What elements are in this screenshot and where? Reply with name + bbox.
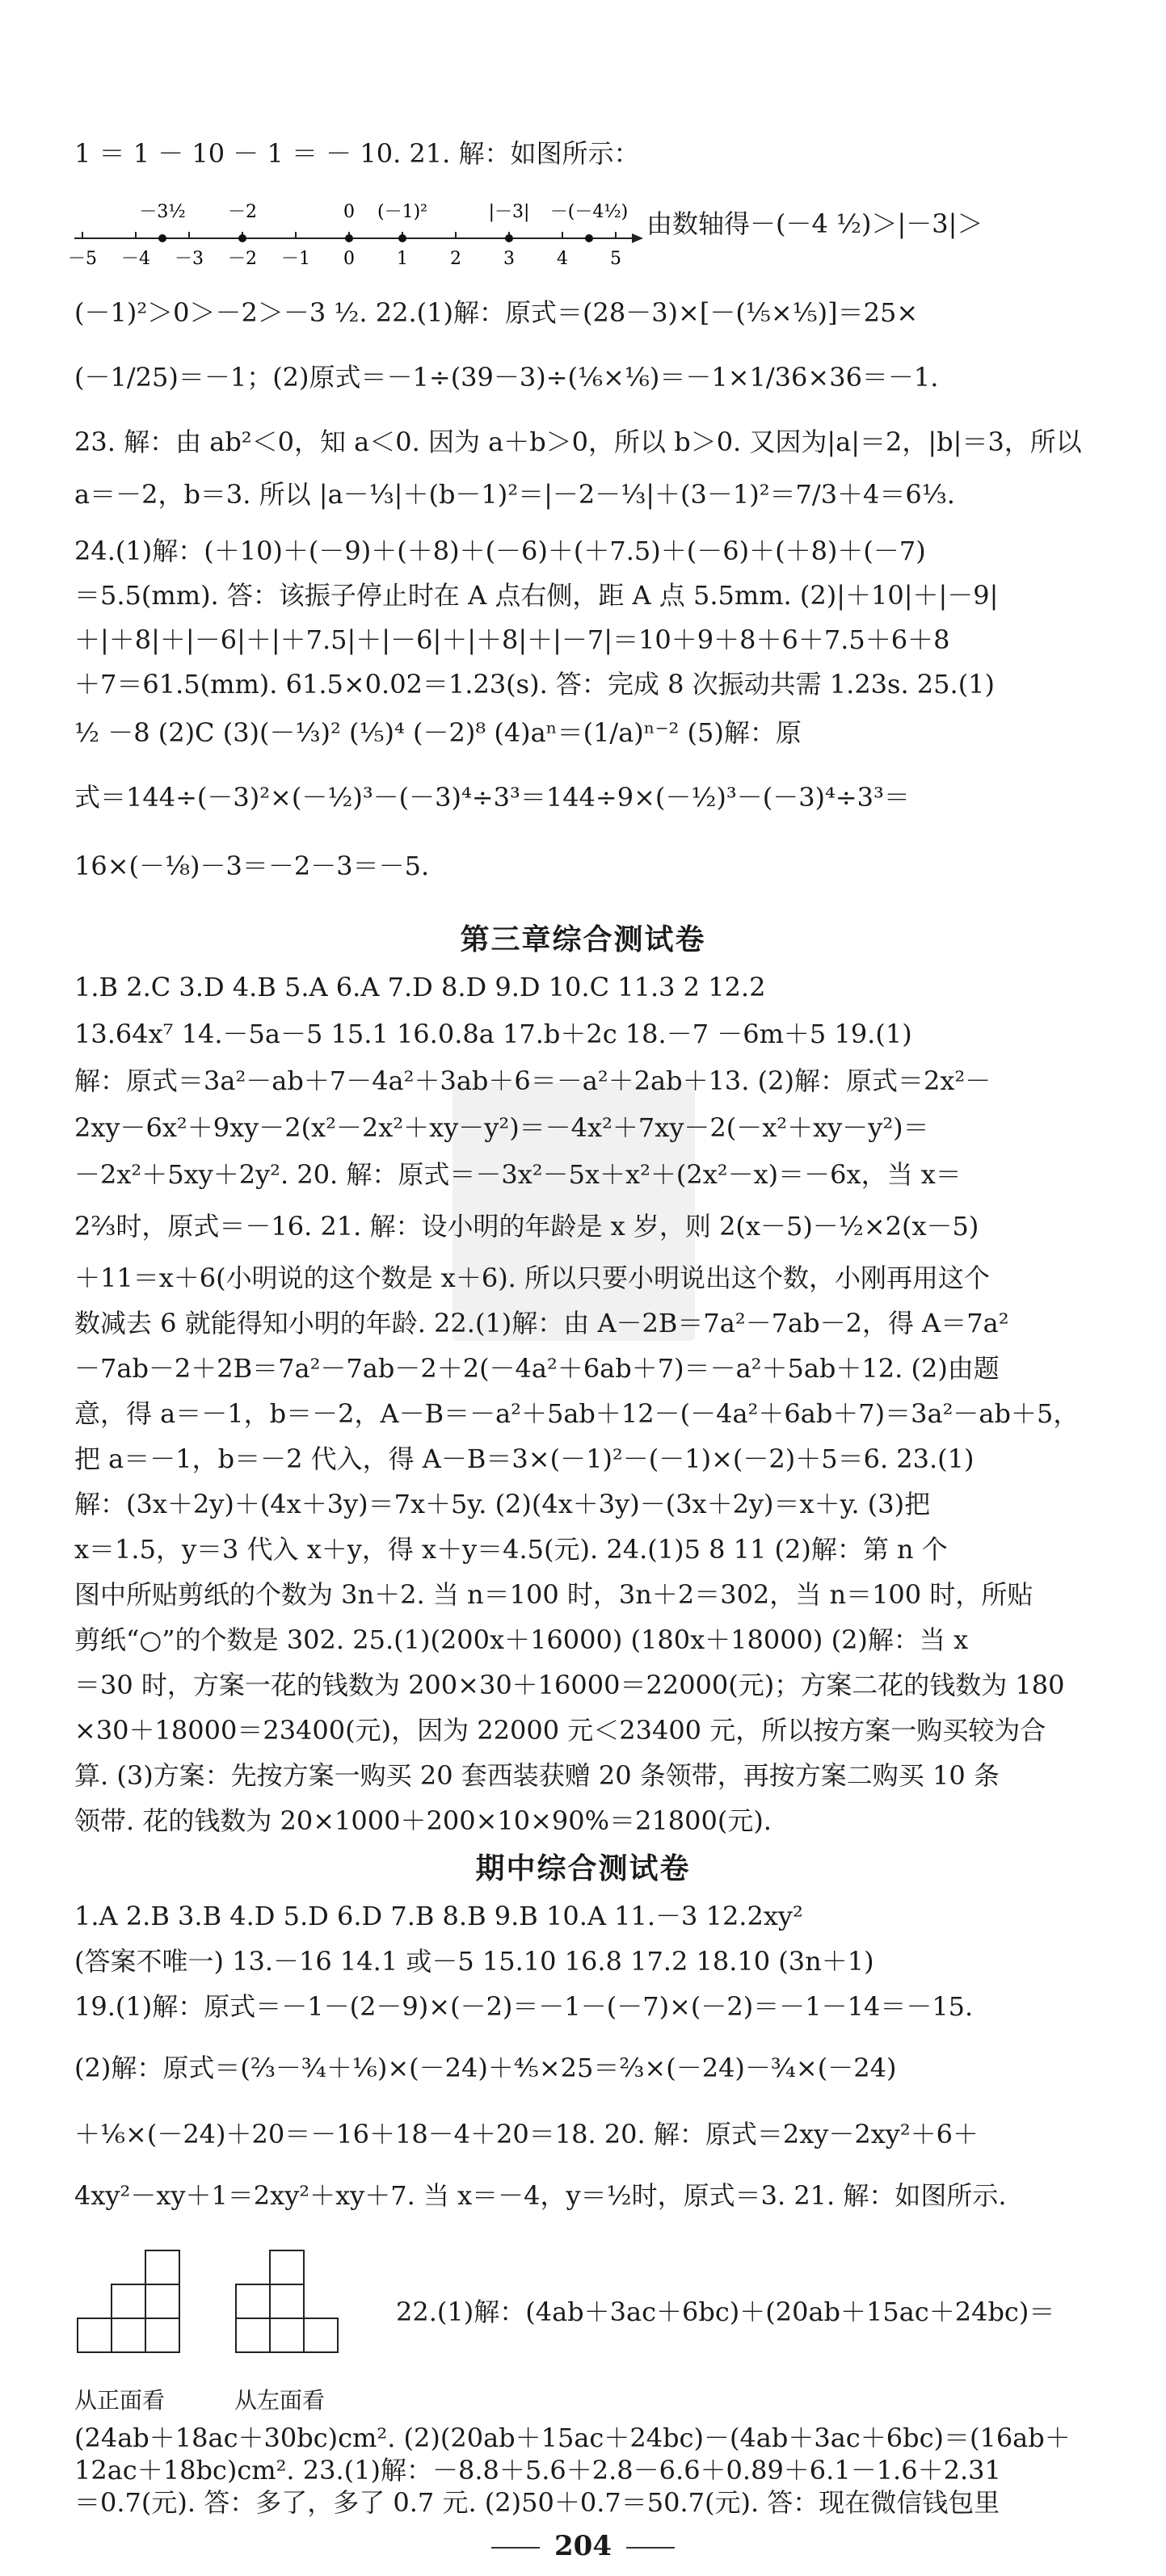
number-line-tick-label: 1	[397, 249, 408, 269]
text-line: 2⅔时，原式＝－16. 21. 解：设小明的年龄是 x 岁，则 2(x－5)－½×2(x－5)	[74, 1211, 979, 1242]
text-line: 12ac＋18bc)cm². 23.(1)解：－8.8＋5.6＋2.8－6.6＋0.89＋6.1－1.6＋2.31	[74, 2455, 1001, 2486]
number-line-tick-label: 3	[503, 249, 515, 269]
text-line: (2)解：原式＝(⅔－¾＋⅙)×(－24)＋⅘×25＝⅔×(－24)－¾×(－24)	[74, 2053, 897, 2083]
number-line-tick-label: －1	[281, 249, 310, 269]
text-line: ＝5.5(mm). 答：该振子停止时在 A 点右侧，距 A 点 5.5mm. (2)|＋10|＋|－9|	[74, 580, 999, 611]
number-line-caption: 由数轴得－(－4 ½)＞|－3|＞	[646, 208, 983, 239]
number-line-tick-label: －4	[121, 249, 150, 269]
text-line: 2xy－6x²＋9xy－2(x²－2x²＋xy－y²)＝－4x²＋7xy－2(－x²＋xy－y²)＝	[74, 1112, 929, 1143]
text-line: ×30＋18000＝23400(元)，因为 22000 元＜23400 元，所以按方案一购买较为合	[74, 1715, 1046, 1746]
text-line: (答案不唯一) 13.－16 14.1 或－5 15.10 16.8 17.2 18.10 (3n＋1)	[74, 1946, 874, 1977]
number-line-figure	[68, 190, 656, 279]
text-line: 4xy²－xy＋1＝2xy²＋xy＋7. 当 x＝－4，y＝½时，原式＝3. 21. 解：如图所示.	[74, 2180, 1007, 2211]
text-line: 22.(1)解：(4ab＋3ac＋6bc)＋(20ab＋15ac＋24bc)＝	[396, 2297, 1055, 2327]
text-line: 算. (3)方案：先按方案一购买 20 套西装获赠 20 条领带，再按方案二购买 10 条	[74, 1760, 1000, 1791]
number-line-tick-label: －5	[68, 249, 97, 269]
number-line-point-label: (－1)²	[377, 202, 427, 222]
text-line: (－1/25)＝－1；(2)原式＝－1÷(39－3)÷(⅙×⅙)＝－1×1/36×36＝－1.	[74, 362, 939, 393]
number-line-point-label: －3½	[139, 202, 186, 222]
section-heading-chapter3: 第三章综合测试卷	[460, 923, 706, 956]
number-line-point-label: 0	[343, 202, 355, 222]
text-line: 图中所贴剪纸的个数为 3n＋2. 当 n＝100 时，3n＋2＝302，当 n＝100 时，所贴	[74, 1579, 1033, 1610]
text-line: 把 a＝－1，b＝－2 代入，得 A－B＝3×(－1)²－(－1)×(－2)＋5＝6. 23.(1)	[74, 1443, 974, 1474]
text-line: －2x²＋5xy＋2y². 20. 解：原式＝－3x²－5x＋x²＋(2x²－x)＝－6x，当 x＝	[74, 1159, 962, 1190]
page-number	[0, 2528, 1166, 2564]
number-line-point	[585, 234, 593, 242]
number-line-point	[345, 234, 353, 242]
number-line-point	[158, 234, 166, 242]
section-heading-midterm: 期中综合测试卷	[475, 1852, 691, 1885]
number-line-point	[505, 234, 513, 242]
text-line: ＋11＝x＋6(小明说的这个数是 x＋6). 所以只要小明说出这个数，小刚再用这个	[74, 1263, 991, 1293]
left-view-label: 从左面看	[234, 2387, 326, 2414]
number-line-tick-label: 0	[343, 249, 355, 269]
text-line: 解：原式＝3a²－ab＋7－4a²＋3ab＋6＝－a²＋2ab＋13. (2)解：原式＝2x²－	[74, 1065, 991, 1096]
text-line: 1 ＝ 1 － 10 － 1 ＝ － 10. 21. 解：如图所示：	[74, 138, 640, 169]
views-figure	[74, 2238, 373, 2383]
text-line: 19.(1)解：原式＝－1－(2－9)×(－2)＝－1－(－7)×(－2)＝－1－14＝－15.	[74, 1991, 974, 2022]
number-line-point-label: －(－4½)	[549, 202, 629, 222]
text-line: 剪纸“○”的个数是 302. 25.(1)(200x＋16000) (180x＋18000) (2)解：当 x	[74, 1624, 969, 1655]
number-line-tick-label: －3	[175, 249, 204, 269]
page-number-dash-right	[626, 2547, 675, 2549]
page-number-dash-left	[491, 2547, 540, 2549]
text-line: 领带. 花的钱数为 20×1000＋200×10×90%＝21800(元).	[74, 1805, 772, 1836]
text-line: －7ab－2＋2B＝7a²－7ab－2＋2(－4a²＋6ab＋7)＝－a²＋5ab＋12. (2)由题	[74, 1353, 1000, 1384]
text-line: ＋7＝61.5(mm). 61.5×0.02＝1.23(s). 答：完成 8 次振动共需 1.23s. 25.(1)	[74, 669, 996, 700]
number-line-point-label: |－3|	[488, 202, 530, 222]
text-line: 意，得 a＝－1，b＝－2，A－B＝－a²＋5ab＋12－(－4a²＋6ab＋7)＝3a²－ab＋5，	[74, 1398, 1080, 1429]
number-line-tick-label: 5	[610, 249, 621, 269]
number-line-tick-label: －2	[228, 249, 257, 269]
text-line: 式＝144÷(－3)²×(－½)³－(－3)⁴÷3³＝144÷9×(－½)³－(－3)⁴÷3³＝	[74, 782, 910, 813]
text-line: (24ab＋18ac＋30bc)cm². (2)(20ab＋15ac＋24bc)－(4ab＋3ac＋6bc)＝(16ab＋	[74, 2423, 1071, 2453]
text-line: ＋⅙×(－24)＋20＝－16＋18－4＋20＝18. 20. 解：原式＝2xy－2xy²＋6＋	[74, 2119, 979, 2149]
text-line: x＝1.5，y＝3 代入 x＋y，得 x＋y＝4.5(元). 24.(1)5 8 11 (2)解：第 n 个	[74, 1534, 948, 1565]
text-line: a＝－2，b＝3. 所以 |a－⅓|＋(b－1)²＝|－2－⅓|＋(3－1)²＝7/3＋4＝6⅓.	[74, 479, 955, 510]
text-line: 1.B 2.C 3.D 4.B 5.A 6.A 7.D 8.D 9.D 10.C 11.3 2 12.2	[74, 972, 766, 1002]
number-line-point	[398, 234, 406, 242]
number-line-tick-label: 4	[557, 249, 568, 269]
number-line-tick-label: 2	[450, 249, 461, 269]
text-line: ＝0.7(元). 答：多了，多了 0.7 元. (2)50＋0.7＝50.7(元). 答：现在微信钱包里	[74, 2487, 1000, 2518]
text-line: ＋|＋8|＋|－6|＋|＋7.5|＋|－6|＋|＋8|＋|－7|＝10＋9＋8＋6＋7.5＋6＋8	[74, 624, 950, 655]
text-line: 24.(1)解：(＋10)＋(－9)＋(＋8)＋(－6)＋(＋7.5)＋(－6)＋(＋8)＋(－7)	[74, 536, 926, 566]
number-line-point-label: －2	[228, 202, 257, 222]
text-line: ＝30 时，方案一花的钱数为 200×30＋16000＝22000(元)；方案二花的钱数为 180	[74, 1670, 1065, 1700]
text-line: 数减去 6 就能得知小明的年龄. 22.(1)解：由 A－2B＝7a²－7ab－2，得 A＝7a²	[74, 1308, 1009, 1338]
text-line: 13.64x⁷ 14.－5a－5 15.1 16.0.8a 17.b＋2c 18.－7 －6m＋5 19.(1)	[74, 1019, 912, 1049]
text-line: (－1)²＞0＞－2＞－3 ½. 22.(1)解：原式＝(28－3)×[－(⅕×⅕)]＝25×	[74, 297, 919, 328]
front-view-label: 从正面看	[74, 2387, 166, 2414]
page-number-text: 204	[554, 2530, 612, 2562]
text-line: 解：(3x＋2y)＋(4x＋3y)＝7x＋5y. (2)(4x＋3y)－(3x＋2y)＝x＋y. (3)把	[74, 1489, 931, 1519]
text-line: 23. 解：由 ab²＜0，知 a＜0. 因为 a＋b＞0，所以 b＞0. 又因为|a|＝2，|b|＝3，所以	[74, 427, 1082, 457]
text-line: ½ －8 (2)C (3)(－⅓)² (⅕)⁴ (－2)⁸ (4)aⁿ＝(1/a)ⁿ⁻² (5)解：原	[74, 717, 802, 748]
number-line-point	[238, 234, 246, 242]
text-line: 16×(－⅛)－3＝－2－3＝－5.	[74, 851, 430, 881]
text-line: 1.A 2.B 3.B 4.D 5.D 6.D 7.B 8.B 9.B 10.A 11.－3 12.2xy²	[74, 1901, 803, 1931]
